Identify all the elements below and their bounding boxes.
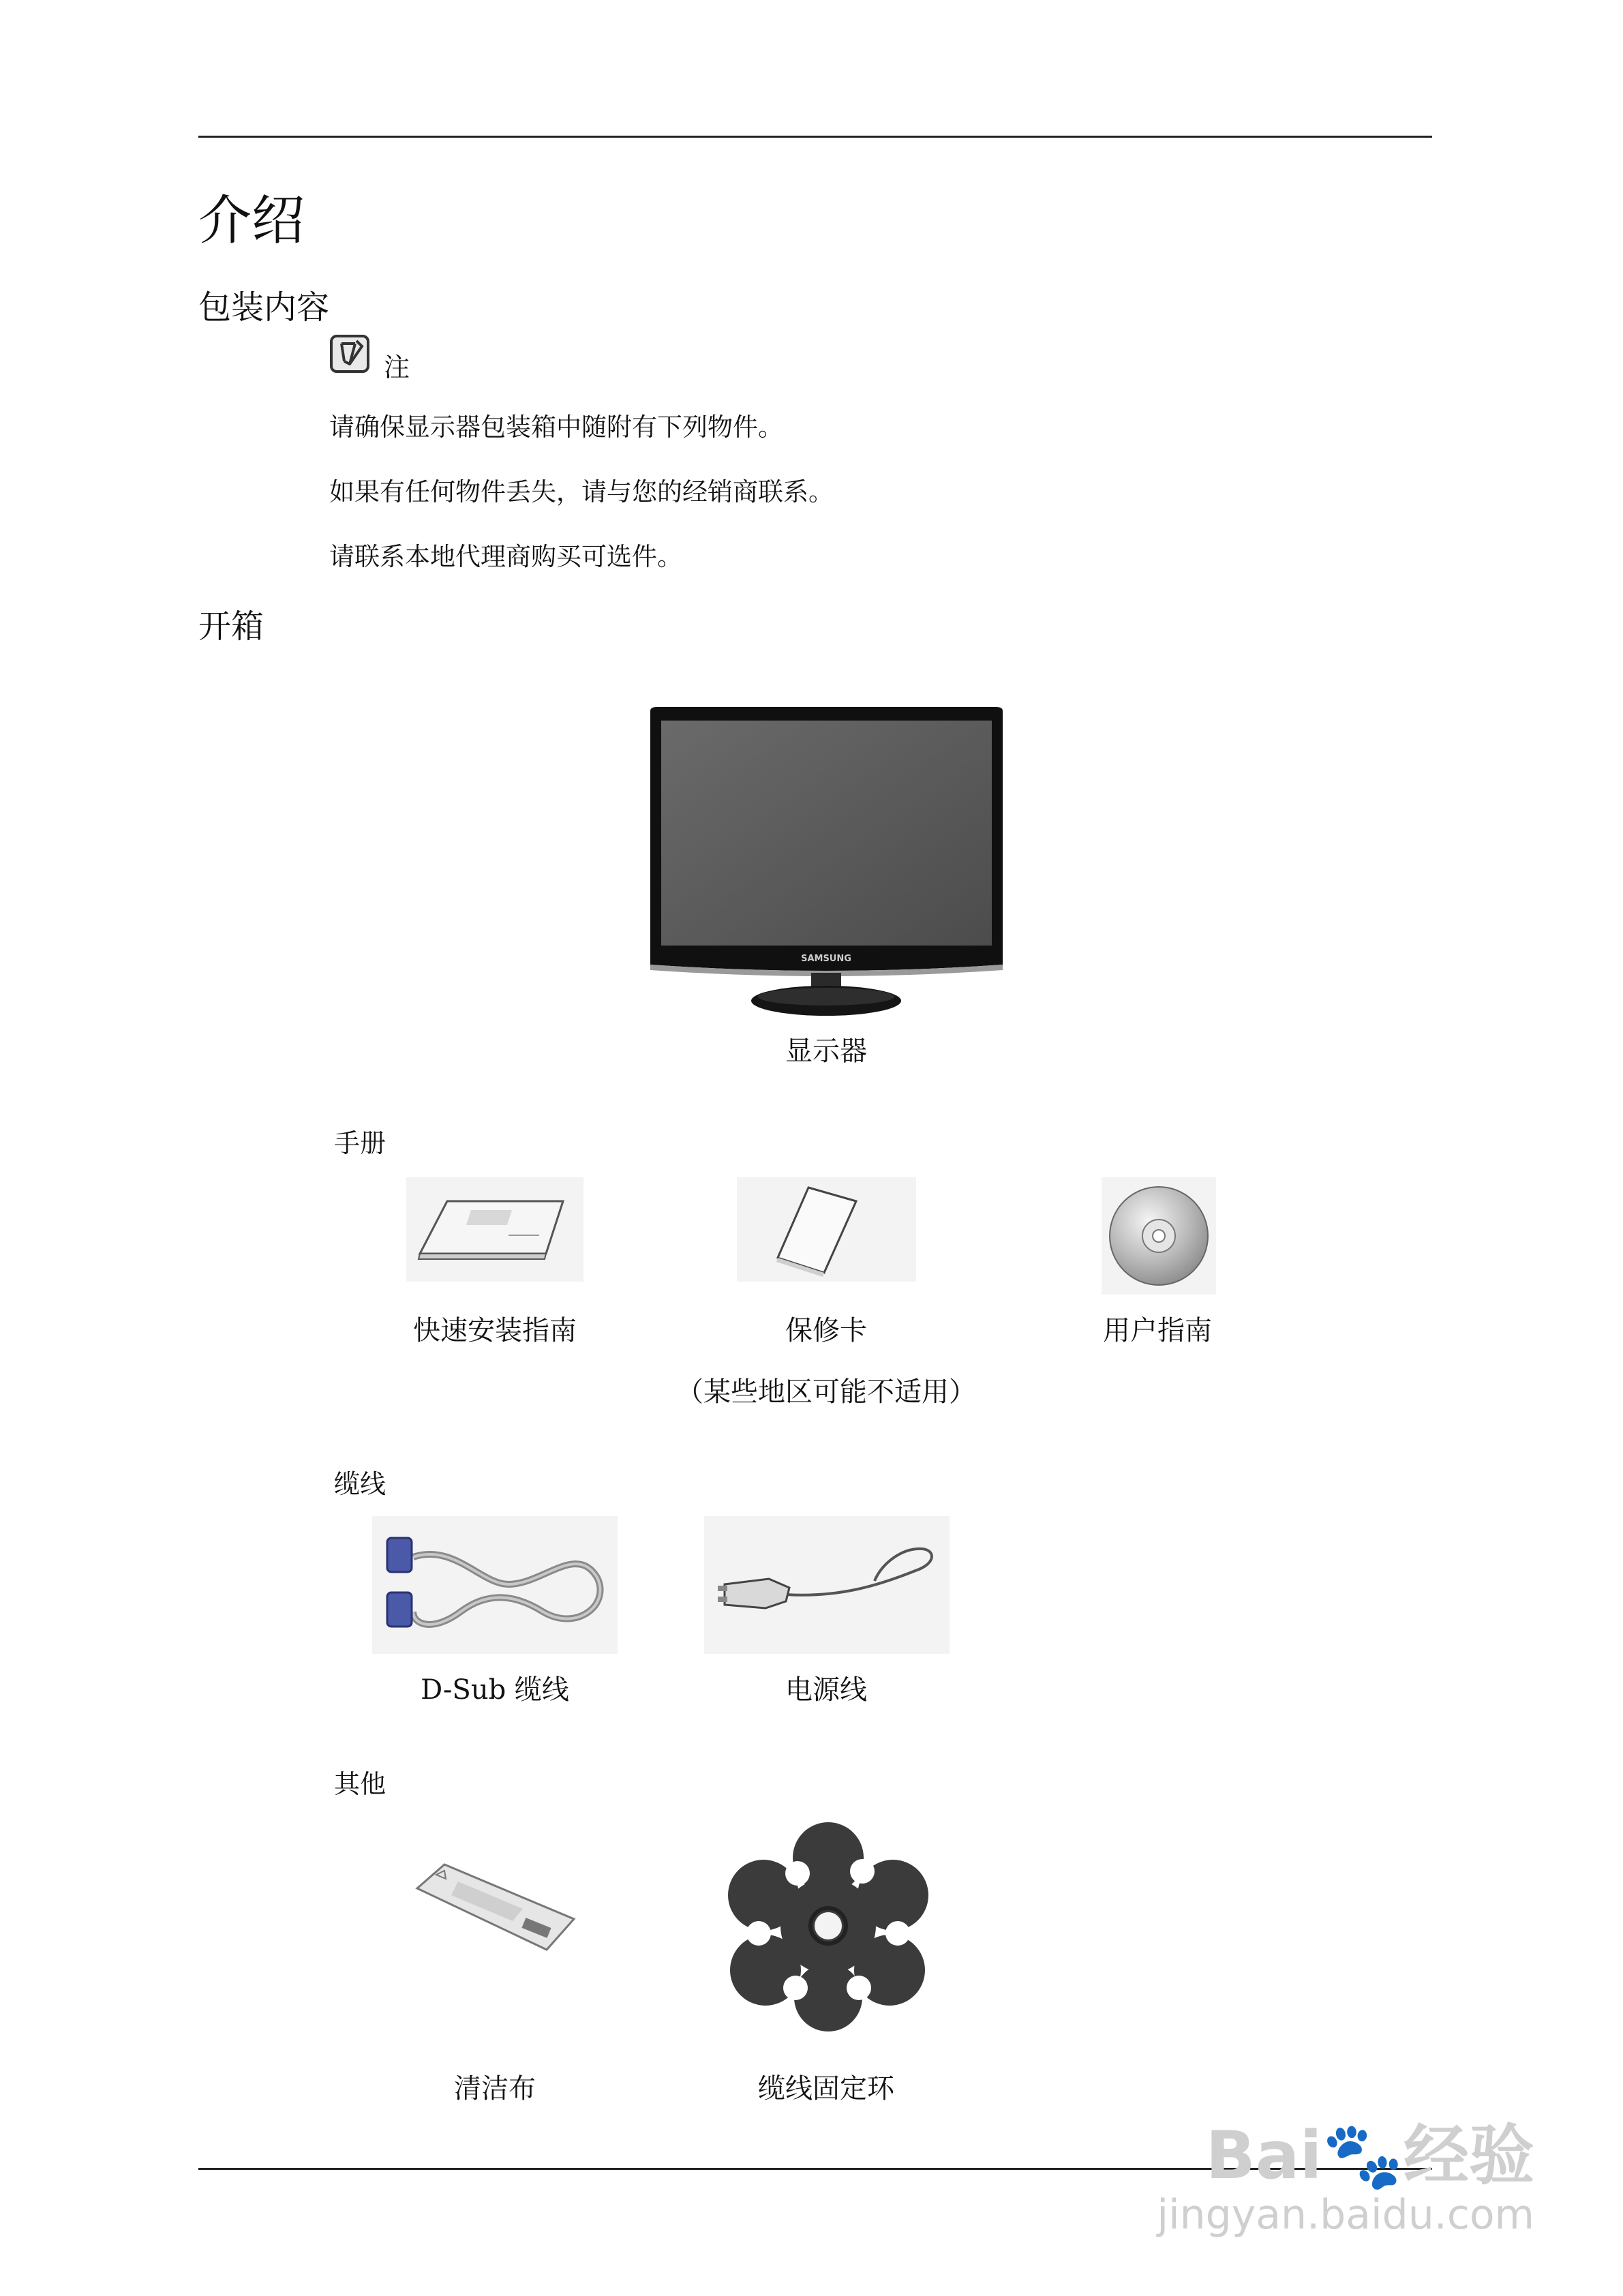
user-guide-caption: 用户指南 — [1103, 1315, 1212, 1346]
cd-icon — [1102, 1177, 1216, 1295]
power-cord-caption: 电源线 — [785, 1674, 867, 1706]
watermark-url: jingyan.baidu.com — [1157, 2191, 1534, 2239]
monitor-brand: SAMSUNG — [801, 954, 851, 964]
watermark-brand: Bai — [1205, 2117, 1322, 2194]
note-label: 注 — [384, 352, 410, 382]
section-title: 包装内容 — [198, 288, 330, 327]
quick-guide-caption: 快速安装指南 — [413, 1315, 577, 1346]
warranty-card-note: （某些地区可能不适用） — [676, 1376, 976, 1408]
top-rule — [198, 136, 1432, 138]
quick-guide-icon — [406, 1177, 583, 1282]
monitor-caption: 显示器 — [785, 1036, 867, 1067]
warranty-card-caption: 保修卡 — [785, 1315, 867, 1346]
page-title: 介绍 — [198, 190, 305, 252]
unboxing-title: 开箱 — [198, 607, 264, 646]
dsub-cable-icon — [372, 1516, 618, 1654]
dsub-cable-caption: D-Sub 缆线 — [421, 1674, 569, 1706]
note-icon — [329, 334, 370, 374]
note-line-3: 请联系本地代理商购买可选件。 — [329, 542, 682, 571]
power-cord-icon — [704, 1516, 950, 1654]
cleaning-cloth-caption: 清洁布 — [454, 2073, 536, 2104]
watermark-brand-cn: 经验 — [1404, 2117, 1534, 2194]
others-label: 其他 — [334, 1769, 386, 1799]
cable-ring-icon — [719, 1820, 937, 2031]
cables-label: 缆线 — [334, 1469, 386, 1499]
monitor-image — [648, 706, 1005, 1019]
note-line-2: 如果有任何物件丢失，请与您的经销商联系。 — [329, 477, 834, 507]
cable-ring-caption: 缆线固定环 — [758, 2073, 894, 2104]
manuals-label: 手册 — [334, 1128, 386, 1158]
cleaning-cloth-icon — [404, 1841, 588, 1963]
note-line-1: 请确保显示器包装箱中随附有下列物件。 — [329, 412, 783, 442]
baidu-watermark — [1157, 2117, 1534, 2241]
watermark-paw-icon: 🐾 — [1322, 2117, 1404, 2194]
warranty-card-icon — [737, 1177, 916, 1282]
